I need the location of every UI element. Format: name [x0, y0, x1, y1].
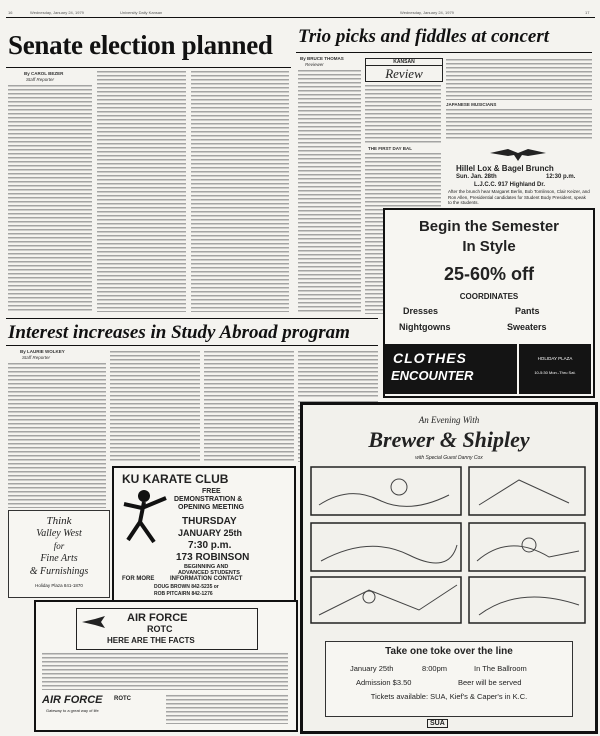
clothes-sweaters: Sweaters	[507, 322, 547, 332]
take-one-tickets: Tickets available: SUA, Kief's & Caper's in K.C.	[370, 692, 528, 701]
byline-study-abroad: By LAURIE WOLKEY	[20, 349, 65, 354]
headline-senate: Senate election planned	[8, 30, 273, 60]
brewer-evening: An Evening With	[418, 415, 480, 425]
story3-col1	[8, 362, 106, 508]
brewer-shipley-ad	[300, 402, 598, 734]
story3-col2	[110, 350, 200, 462]
valley-fine-arts: Fine Arts	[40, 553, 78, 564]
byline-role-trio: Reviewer	[305, 62, 324, 67]
paper-name: University Daily Kansan	[120, 10, 163, 15]
clothes-coordinates: COORDINATES	[459, 292, 519, 301]
karate-demo: DEMONSTRATION &	[174, 496, 243, 503]
karate-day: THURSDAY	[182, 516, 237, 527]
story1-col2	[97, 70, 186, 312]
eagle-icon	[488, 145, 548, 163]
byline-role-study-abroad: Staff Reporter	[22, 355, 51, 360]
story2-rule	[296, 52, 592, 53]
air-force-rotc-ad	[34, 600, 298, 732]
masthead-rule	[6, 17, 595, 18]
clothes-encounter-ad	[383, 208, 595, 398]
clothes-discount: 25-60% off	[443, 264, 535, 284]
take-one-venue: In The Ballroom	[474, 664, 527, 673]
air-force-logo-text: AIR FORCE	[42, 694, 103, 706]
air-force-title: AIR FORCE	[127, 612, 188, 624]
valley-west-ad	[8, 510, 110, 598]
clothes-pants: Pants	[515, 306, 540, 316]
karate-contact-2: ROB PITCAIRN 842-1276	[154, 591, 213, 597]
air-force-slogan: Gateway to a great way of life	[46, 708, 99, 713]
valley-furnishings: & Furnishings	[29, 566, 89, 577]
karate-levels-1: BEGINNING AND	[184, 564, 229, 570]
comic-panels-illustration	[309, 465, 589, 625]
byline-trio: By BRUCE THOMAS	[300, 56, 344, 61]
air-force-logo	[42, 694, 150, 716]
karate-room: 173 ROBINSON	[176, 552, 250, 563]
valley-think: Think	[46, 515, 72, 527]
hillel-date: Sun. Jan. 28th	[456, 174, 497, 180]
take-one-title: Take one toke over the line	[385, 646, 513, 657]
valley-address: Holiday Plaza 841-1870	[35, 583, 83, 588]
story2-col3a	[446, 58, 592, 100]
karate-opening: OPENING MEETING	[178, 504, 245, 511]
take-one-admission: Admission $3.50	[356, 678, 412, 687]
hillel-place: L.J.C.C. 917 Highland Dr.	[474, 182, 546, 188]
air-force-facts: HERE ARE THE FACTS	[107, 636, 195, 645]
take-one-box	[325, 641, 573, 717]
karate-info-1: FOR MORE	[122, 576, 155, 582]
air-force-body-text	[42, 652, 288, 690]
logo-encounter: ENCOUNTER	[391, 368, 474, 383]
logo-clothes: CLOTHES	[393, 350, 467, 366]
jet-icon	[81, 615, 107, 629]
brewer-guest: with Special Guest Danny Cox	[415, 455, 483, 461]
review-box-label: KANSAN	[366, 59, 442, 66]
clothes-encounter-logo	[385, 344, 517, 394]
story3-rule-bottom	[6, 345, 378, 346]
karate-fighter-icon	[120, 488, 172, 548]
hillel-title: Hillel Lox & Bagel Brunch	[456, 164, 554, 173]
hillel-time: 12:30 p.m.	[546, 174, 576, 180]
story1-col3	[191, 70, 289, 312]
karate-contact-1: DOUG BROWN 842-5235 or	[154, 584, 219, 590]
air-force-logo-rotc: ROTC	[114, 696, 131, 702]
clothes-dresses: Dresses	[403, 306, 439, 316]
valley-name: Valley West	[36, 528, 82, 539]
brewer-title: Brewer & Shipley	[368, 427, 530, 452]
byline-senate: By CAROL BEZER	[24, 71, 64, 76]
story1-rule	[6, 67, 291, 68]
byline-role-senate: Staff Reporter	[26, 77, 55, 82]
story2-col1	[298, 69, 361, 313]
story1-col1	[8, 84, 92, 312]
karate-free: FREE	[202, 488, 221, 495]
take-one-time: 8:00pm	[422, 664, 448, 673]
story3-col3	[204, 350, 294, 462]
sua-logo: SUA	[427, 719, 448, 728]
story3-col4	[298, 350, 378, 398]
store-location: HOLIDAY PLAZA	[537, 356, 573, 361]
clothes-line1: Begin the Semester	[418, 218, 560, 235]
story2-col3b	[446, 108, 592, 141]
story3-rule-top	[6, 318, 378, 319]
headline-trio: Trio picks and fiddles at concert	[298, 26, 550, 47]
hillel-description: After the brunch hear Margaret Berlin, Bob Tomlinson, Clair Keizer, and Ron Allen, Presidential candidates for Student Body President, speak to the students.	[448, 189, 590, 205]
subhead-first-day: THE FIRST DAY BAL	[368, 146, 413, 151]
air-force-rotc: ROTC	[147, 624, 173, 634]
kansan-review-box	[365, 58, 443, 82]
take-one-beer: Beer will be served	[458, 678, 522, 687]
valley-for: for	[53, 541, 65, 551]
clothes-nightgowns: Nightgowns	[399, 322, 451, 332]
review-box-title: Review	[385, 66, 423, 81]
karate-info-2: INFORMATION CONTACT	[170, 576, 243, 582]
story2-col2b	[365, 84, 441, 144]
subhead-japanese: JAPANESE MUSICIANS	[446, 102, 497, 107]
karate-date: JANUARY 25th	[178, 528, 243, 538]
clothes-line2: In Style	[462, 238, 516, 255]
karate-time: 7:30 p.m.	[188, 540, 232, 551]
air-force-header-box	[76, 608, 258, 650]
store-hours: 10-5:30 Mon.-Thru Sat.	[534, 370, 576, 375]
take-one-date: January 25th	[350, 664, 394, 673]
karate-club-ad	[112, 466, 296, 602]
date-right: Wednesday, January 24, 1979	[400, 10, 454, 15]
air-force-contact-text	[166, 694, 288, 724]
karate-title: KU KARATE CLUB	[122, 472, 229, 486]
hillel-ad	[446, 145, 592, 207]
page-number-right: 17	[585, 10, 590, 15]
page-number-left: 16	[8, 10, 13, 15]
clothes-store-info	[519, 344, 591, 394]
date-left: Wednesday, January 24, 1979	[30, 10, 84, 15]
karate-levels-2: ADVANCED STUDENTS	[178, 570, 240, 576]
headline-study-abroad: Interest increases in Study Abroad program	[8, 322, 350, 343]
